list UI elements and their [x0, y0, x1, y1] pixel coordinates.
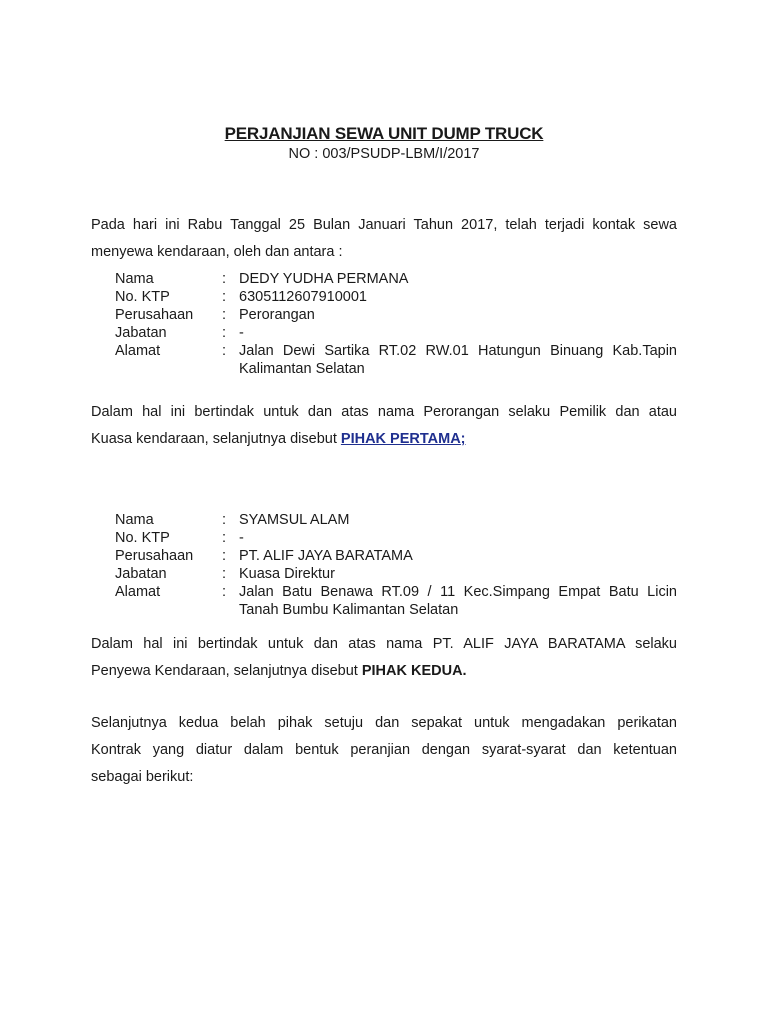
- table-row: [115, 583, 677, 619]
- table-row: [115, 270, 677, 288]
- closing-line-1: Selanjutnya kedua belah pihak setuju dan sepakat untuk mengadakan perikatan: [91, 715, 677, 731]
- row-label: Nama: [115, 271, 154, 287]
- party1-table: [115, 270, 677, 378]
- row-value: Kuasa Direktur: [239, 566, 335, 582]
- row-value: 6305112607910001: [239, 289, 367, 305]
- party1-role-label: PIHAK PERTAMA: [340, 431, 461, 447]
- row-value: Jalan Dewi Sartika RT.02 RW.01 Hatungun Binuang Kab.Tapin Kalimantan Selatan: [239, 343, 677, 377]
- table-row: [115, 324, 677, 342]
- row-value: -: [239, 530, 244, 546]
- row-label: Perusahaan: [115, 307, 194, 323]
- row-separator: :: [222, 343, 227, 359]
- row-label: Jabatan: [115, 325, 167, 341]
- party2-role-label: PIHAK KEDUA.: [361, 663, 467, 679]
- row-separator: :: [222, 307, 227, 323]
- row-label: Nama: [115, 512, 154, 528]
- row-separator: :: [222, 325, 227, 341]
- document-title: PERJANJIAN SEWA UNIT DUMP TRUCK: [224, 124, 544, 143]
- intro-line-2: menyewa kendaraan, oleh dan antara :: [91, 244, 343, 260]
- party1-statement-prefix: Kuasa kendaraan, selanjutnya disebut: [91, 431, 341, 447]
- party2-statement-line-2: [91, 658, 677, 685]
- row-label: Alamat: [115, 343, 161, 359]
- table-row: [115, 529, 677, 547]
- document-number: NO : 003/PSUDP-LBM/I/2017: [288, 146, 480, 162]
- row-value: Perorangan: [239, 307, 315, 323]
- row-value: -: [239, 325, 244, 341]
- row-value: DEDY YUDHA PERMANA: [239, 271, 409, 287]
- row-separator: :: [222, 566, 227, 582]
- table-row: [115, 342, 677, 378]
- table-row: [115, 288, 677, 306]
- row-separator: :: [222, 289, 227, 305]
- row-label: No. KTP: [115, 289, 170, 305]
- row-separator: :: [222, 548, 227, 564]
- party2-statement-line-1: Dalam hal ini bertindak untuk dan atas nama PT. ALIF JAYA BARATAMA selaku: [91, 636, 677, 652]
- row-separator: :: [222, 512, 227, 528]
- party1-statement-line-1: Dalam hal ini bertindak untuk dan atas nama Perorangan selaku Pemilik dan atau: [91, 404, 677, 420]
- row-label: Jabatan: [115, 566, 167, 582]
- party1-statement-line-2: [91, 426, 677, 453]
- row-value: Jalan Batu Benawa RT.09 / 11 Kec.Simpang Empat Batu Licin Tanah Bumbu Kalimantan Selatan: [239, 584, 677, 618]
- party2-table: [115, 511, 677, 619]
- row-label: Perusahaan: [115, 548, 194, 564]
- row-separator: :: [222, 530, 227, 546]
- row-value: SYAMSUL ALAM: [239, 512, 350, 528]
- row-label: No. KTP: [115, 530, 170, 546]
- party1-role-suffix: ;: [460, 431, 466, 447]
- row-separator: :: [222, 584, 227, 600]
- table-row: [115, 306, 677, 324]
- party2-statement-prefix: Penyewa Kendaraan, selanjutnya disebut: [91, 663, 362, 679]
- closing-line-3: sebagai berikut:: [91, 769, 194, 785]
- row-value: PT. ALIF JAYA BARATAMA: [239, 548, 413, 564]
- row-separator: :: [222, 271, 227, 287]
- closing-line-2: Kontrak yang diatur dalam bentuk peranjian dengan syarat-syarat dan ketentuan: [91, 742, 677, 758]
- table-row: [115, 565, 677, 583]
- table-row: [115, 511, 677, 529]
- table-row: [115, 547, 677, 565]
- row-label: Alamat: [115, 584, 161, 600]
- intro-line-1: Pada hari ini Rabu Tanggal 25 Bulan Januari Tahun 2017, telah terjadi kontak sewa: [91, 217, 677, 233]
